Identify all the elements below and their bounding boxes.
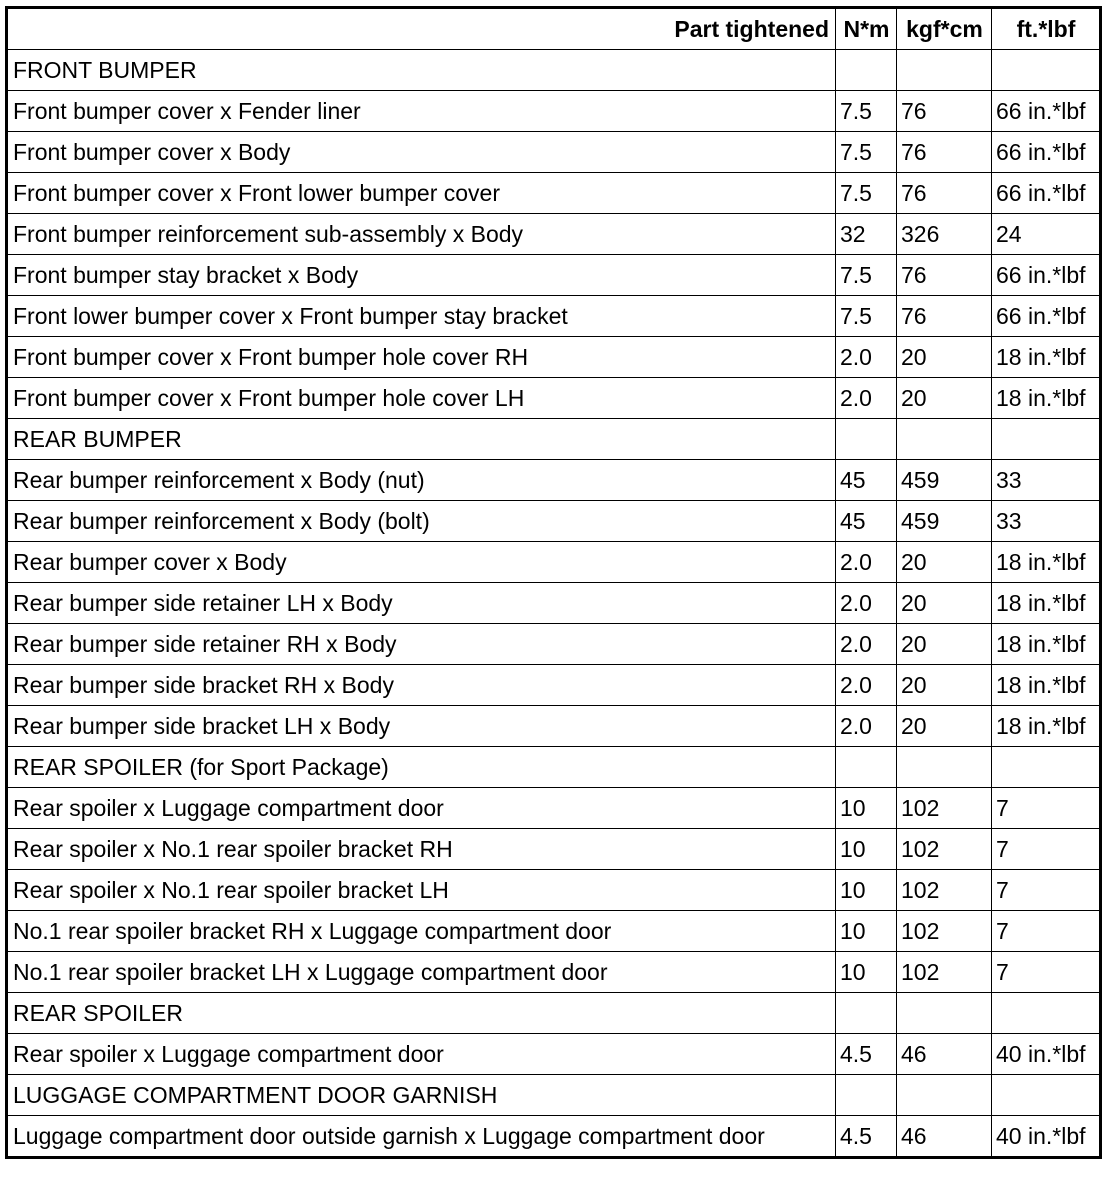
table-row: [7, 255, 1101, 296]
kgfcm-cell: 76: [897, 296, 992, 337]
kgfcm-cell: 20: [897, 706, 992, 747]
ftlbf-cell: 18 in.*lbf: [992, 378, 1101, 419]
part-name-cell: Rear spoiler x Luggage compartment door: [7, 1034, 836, 1075]
kgfcm-cell: [897, 50, 992, 91]
table-row: [7, 788, 1101, 829]
kgfcm-cell: 102: [897, 870, 992, 911]
part-name-cell: Rear spoiler x Luggage compartment door: [7, 788, 836, 829]
part-name-cell: Rear bumper side bracket LH x Body: [7, 706, 836, 747]
part-name-cell: Rear bumper reinforcement x Body (bolt): [7, 501, 836, 542]
table-row: [7, 91, 1101, 132]
kgfcm-cell: 20: [897, 542, 992, 583]
kgfcm-cell: [897, 747, 992, 788]
nm-cell: 45: [836, 460, 897, 501]
nm-cell: 2.0: [836, 665, 897, 706]
nm-cell: 2.0: [836, 624, 897, 665]
nm-cell: 32: [836, 214, 897, 255]
ftlbf-cell: [992, 419, 1101, 460]
kgfcm-cell: 76: [897, 132, 992, 173]
nm-cell: [836, 993, 897, 1034]
table-body: [7, 50, 1101, 1158]
header-ftlbf: ft.*lbf: [992, 8, 1101, 50]
part-name-cell: Luggage compartment door outside garnish x Luggage compartment door: [7, 1116, 836, 1158]
ftlbf-cell: [992, 1075, 1101, 1116]
nm-cell: 2.0: [836, 337, 897, 378]
section-row: [7, 993, 1101, 1034]
table-row: [7, 214, 1101, 255]
ftlbf-cell: 33: [992, 501, 1101, 542]
nm-cell: 2.0: [836, 378, 897, 419]
table-row: [7, 829, 1101, 870]
ftlbf-cell: 66 in.*lbf: [992, 296, 1101, 337]
nm-cell: 10: [836, 788, 897, 829]
table-row: [7, 501, 1101, 542]
section-title: REAR BUMPER: [7, 419, 836, 460]
kgfcm-cell: 326: [897, 214, 992, 255]
kgfcm-cell: 459: [897, 460, 992, 501]
part-name-cell: Front bumper cover x Front bumper hole cover LH: [7, 378, 836, 419]
part-name-cell: Rear bumper cover x Body: [7, 542, 836, 583]
section-row: [7, 1075, 1101, 1116]
ftlbf-cell: 40 in.*lbf: [992, 1034, 1101, 1075]
ftlbf-cell: 7: [992, 870, 1101, 911]
table-row: [7, 706, 1101, 747]
ftlbf-cell: 18 in.*lbf: [992, 665, 1101, 706]
ftlbf-cell: 66 in.*lbf: [992, 91, 1101, 132]
part-name-cell: Rear bumper side bracket RH x Body: [7, 665, 836, 706]
table-row: [7, 583, 1101, 624]
nm-cell: [836, 419, 897, 460]
table-row: [7, 1116, 1101, 1158]
part-name-cell: No.1 rear spoiler bracket RH x Luggage compartment door: [7, 911, 836, 952]
torque-specification-table: [5, 6, 1102, 1159]
table-row: [7, 460, 1101, 501]
section-row: [7, 747, 1101, 788]
kgfcm-cell: 20: [897, 665, 992, 706]
part-name-cell: Front bumper reinforcement sub-assembly x Body: [7, 214, 836, 255]
kgfcm-cell: [897, 1075, 992, 1116]
table-row: [7, 337, 1101, 378]
kgfcm-cell: 20: [897, 583, 992, 624]
ftlbf-cell: 66 in.*lbf: [992, 255, 1101, 296]
header-part-tightened: Part tightened: [7, 8, 836, 50]
table-row: [7, 542, 1101, 583]
part-name-cell: Front bumper cover x Front lower bumper cover: [7, 173, 836, 214]
part-name-cell: Front bumper cover x Front bumper hole cover RH: [7, 337, 836, 378]
kgfcm-cell: 46: [897, 1116, 992, 1158]
kgfcm-cell: 102: [897, 911, 992, 952]
ftlbf-cell: 7: [992, 788, 1101, 829]
nm-cell: [836, 50, 897, 91]
kgfcm-cell: 76: [897, 255, 992, 296]
nm-cell: 2.0: [836, 542, 897, 583]
nm-cell: 4.5: [836, 1034, 897, 1075]
part-name-cell: Front bumper stay bracket x Body: [7, 255, 836, 296]
kgfcm-cell: [897, 419, 992, 460]
kgfcm-cell: 46: [897, 1034, 992, 1075]
ftlbf-cell: [992, 993, 1101, 1034]
header-kgfcm: kgf*cm: [897, 8, 992, 50]
kgfcm-cell: 459: [897, 501, 992, 542]
table-row: [7, 173, 1101, 214]
nm-cell: 10: [836, 952, 897, 993]
ftlbf-cell: 33: [992, 460, 1101, 501]
table-row: [7, 911, 1101, 952]
table-row: [7, 624, 1101, 665]
section-row: [7, 50, 1101, 91]
nm-cell: 4.5: [836, 1116, 897, 1158]
kgfcm-cell: 76: [897, 91, 992, 132]
section-title: REAR SPOILER: [7, 993, 836, 1034]
section-row: [7, 419, 1101, 460]
table-row: [7, 665, 1101, 706]
kgfcm-cell: 102: [897, 952, 992, 993]
part-name-cell: Rear bumper side retainer RH x Body: [7, 624, 836, 665]
kgfcm-cell: 20: [897, 378, 992, 419]
ftlbf-cell: 7: [992, 911, 1101, 952]
table-row: [7, 296, 1101, 337]
ftlbf-cell: 66 in.*lbf: [992, 173, 1101, 214]
part-name-cell: Front bumper cover x Fender liner: [7, 91, 836, 132]
nm-cell: 2.0: [836, 706, 897, 747]
kgfcm-cell: 20: [897, 337, 992, 378]
nm-cell: 7.5: [836, 132, 897, 173]
ftlbf-cell: 18 in.*lbf: [992, 706, 1101, 747]
table-row: [7, 870, 1101, 911]
header-row: [7, 8, 1101, 50]
nm-cell: [836, 747, 897, 788]
ftlbf-cell: 18 in.*lbf: [992, 624, 1101, 665]
table-row: [7, 378, 1101, 419]
nm-cell: 7.5: [836, 91, 897, 132]
part-name-cell: No.1 rear spoiler bracket LH x Luggage compartment door: [7, 952, 836, 993]
header-nm: N*m: [836, 8, 897, 50]
kgfcm-cell: 102: [897, 829, 992, 870]
nm-cell: [836, 1075, 897, 1116]
section-title: FRONT BUMPER: [7, 50, 836, 91]
part-name-cell: Front bumper cover x Body: [7, 132, 836, 173]
nm-cell: 7.5: [836, 255, 897, 296]
ftlbf-cell: 40 in.*lbf: [992, 1116, 1101, 1158]
ftlbf-cell: 7: [992, 952, 1101, 993]
nm-cell: 7.5: [836, 296, 897, 337]
table-row: [7, 952, 1101, 993]
table-row: [7, 1034, 1101, 1075]
kgfcm-cell: 20: [897, 624, 992, 665]
table-header: [7, 8, 1101, 50]
ftlbf-cell: 24: [992, 214, 1101, 255]
section-title: REAR SPOILER (for Sport Package): [7, 747, 836, 788]
table-row: [7, 132, 1101, 173]
part-name-cell: Rear bumper side retainer LH x Body: [7, 583, 836, 624]
nm-cell: 10: [836, 911, 897, 952]
kgfcm-cell: 76: [897, 173, 992, 214]
ftlbf-cell: 18 in.*lbf: [992, 542, 1101, 583]
nm-cell: 45: [836, 501, 897, 542]
part-name-cell: Front lower bumper cover x Front bumper stay bracket: [7, 296, 836, 337]
ftlbf-cell: [992, 747, 1101, 788]
ftlbf-cell: 18 in.*lbf: [992, 337, 1101, 378]
ftlbf-cell: 66 in.*lbf: [992, 132, 1101, 173]
nm-cell: 2.0: [836, 583, 897, 624]
nm-cell: 7.5: [836, 173, 897, 214]
ftlbf-cell: 7: [992, 829, 1101, 870]
ftlbf-cell: [992, 50, 1101, 91]
nm-cell: 10: [836, 829, 897, 870]
part-name-cell: Rear spoiler x No.1 rear spoiler bracket RH: [7, 829, 836, 870]
section-title: LUGGAGE COMPARTMENT DOOR GARNISH: [7, 1075, 836, 1116]
nm-cell: 10: [836, 870, 897, 911]
part-name-cell: Rear spoiler x No.1 rear spoiler bracket LH: [7, 870, 836, 911]
part-name-cell: Rear bumper reinforcement x Body (nut): [7, 460, 836, 501]
ftlbf-cell: 18 in.*lbf: [992, 583, 1101, 624]
kgfcm-cell: [897, 993, 992, 1034]
kgfcm-cell: 102: [897, 788, 992, 829]
